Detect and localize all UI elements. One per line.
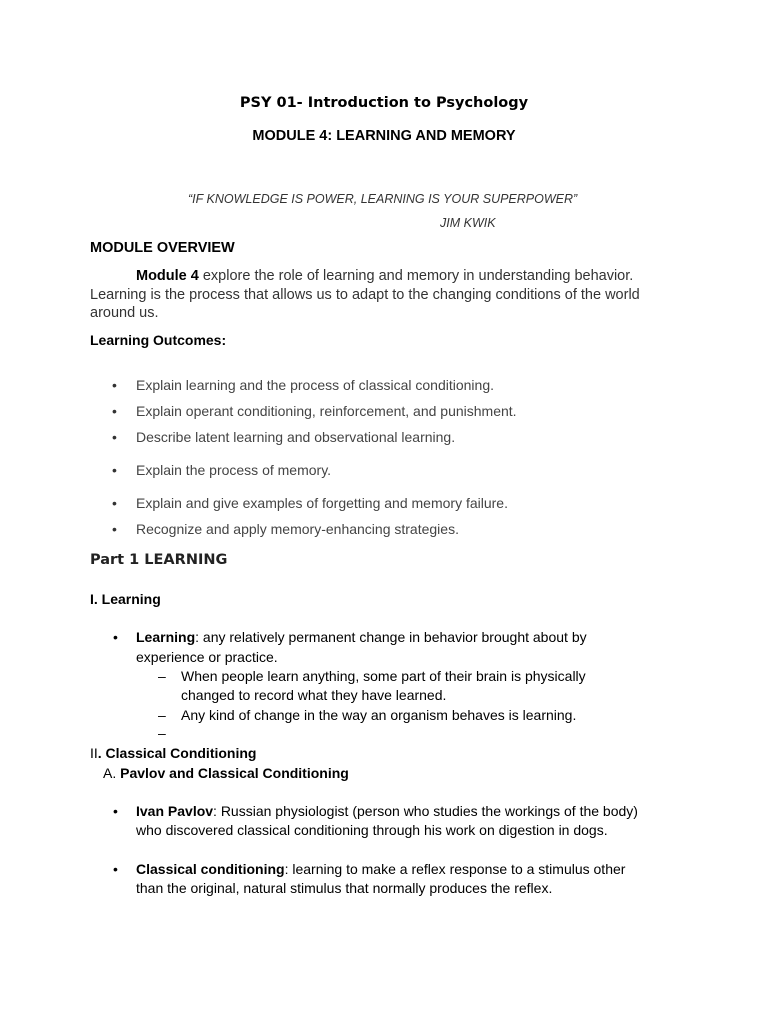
subsection-heading <box>103 765 349 781</box>
section-number: II <box>90 745 98 761</box>
quote-text: “IF KNOWLEDGE IS POWER, LEARNING IS YOUR SUPERPOWER” <box>188 192 578 206</box>
definition-line <box>136 861 625 877</box>
dash-icon: – <box>158 668 166 684</box>
sub-point: When people learn anything, some part of their brain is physically <box>181 668 586 684</box>
section-heading <box>90 745 256 761</box>
definition-line <box>136 629 587 645</box>
definition-text: : Russian physiologist (person who studies the workings of the body) <box>213 803 638 819</box>
overview-bold-lead: Module 4 <box>136 268 199 284</box>
definition-line <box>136 803 638 819</box>
part-heading: Part 1 LEARNING <box>90 552 228 568</box>
dash-icon: – <box>158 707 166 723</box>
definition-line: who discovered classical conditioning through his work on digestion in dogs. <box>136 822 608 838</box>
outcome-item: Describe latent learning and observational learning. <box>136 429 456 445</box>
section-title: . Classical Conditioning <box>97 745 257 761</box>
outcome-item: Explain learning and the process of classical conditioning. <box>136 377 494 393</box>
quote-author: JIM KWIK <box>440 216 496 230</box>
sub-point: Any kind of change in the way an organism behaves is learning. <box>181 707 577 723</box>
overview-line-3: around us. <box>90 305 159 321</box>
bullet-icon: • <box>113 629 118 645</box>
bullet-icon: • <box>113 803 118 819</box>
outcome-item: Explain operant conditioning, reinforcement, and punishment. <box>136 403 517 419</box>
bullet-icon: • <box>112 495 117 511</box>
definition-text: : learning to make a reflex response to a stimulus other <box>284 861 626 877</box>
bullet-icon: • <box>112 403 117 419</box>
module-title: MODULE 4: LEARNING AND MEMORY <box>252 128 516 144</box>
section-heading: I. Learning <box>90 591 161 607</box>
overview-line-1 <box>136 268 633 284</box>
sub-point: changed to record what they have learned. <box>181 687 447 703</box>
definition-term: Learning <box>136 629 196 645</box>
overview-line-1-text: explore the role of learning and memory in understanding behavior. <box>198 268 634 284</box>
subsection-letter: A. <box>103 765 121 781</box>
outcome-item: Explain the process of memory. <box>136 462 332 478</box>
outcome-item: Explain and give examples of forgetting and memory failure. <box>136 495 508 511</box>
definition-line: than the original, natural stimulus that normally produces the reflex. <box>136 880 553 896</box>
bullet-icon: • <box>112 429 117 445</box>
bullet-icon: • <box>112 462 117 478</box>
definition-text: : any relatively permanent change in behavior brought about by <box>195 629 587 645</box>
overview-heading: MODULE OVERVIEW <box>90 240 235 256</box>
bullet-icon: • <box>113 861 118 877</box>
dash-icon: – <box>158 725 166 741</box>
definition-term: Classical conditioning <box>136 861 285 877</box>
course-title: PSY 01- Introduction to Psychology <box>239 95 529 111</box>
overview-line-2: Learning is the process that allows us to adapt to the changing conditions of the world <box>90 287 640 303</box>
outcome-item: Recognize and apply memory-enhancing strategies. <box>136 521 459 537</box>
outcomes-heading: Learning Outcomes: <box>90 332 227 348</box>
bullet-icon: • <box>112 377 117 393</box>
definition-line: experience or practice. <box>136 649 278 665</box>
subsection-title: Pavlov and Classical Conditioning <box>120 765 349 781</box>
bullet-icon: • <box>112 521 117 537</box>
definition-term: Ivan Pavlov <box>136 803 214 819</box>
